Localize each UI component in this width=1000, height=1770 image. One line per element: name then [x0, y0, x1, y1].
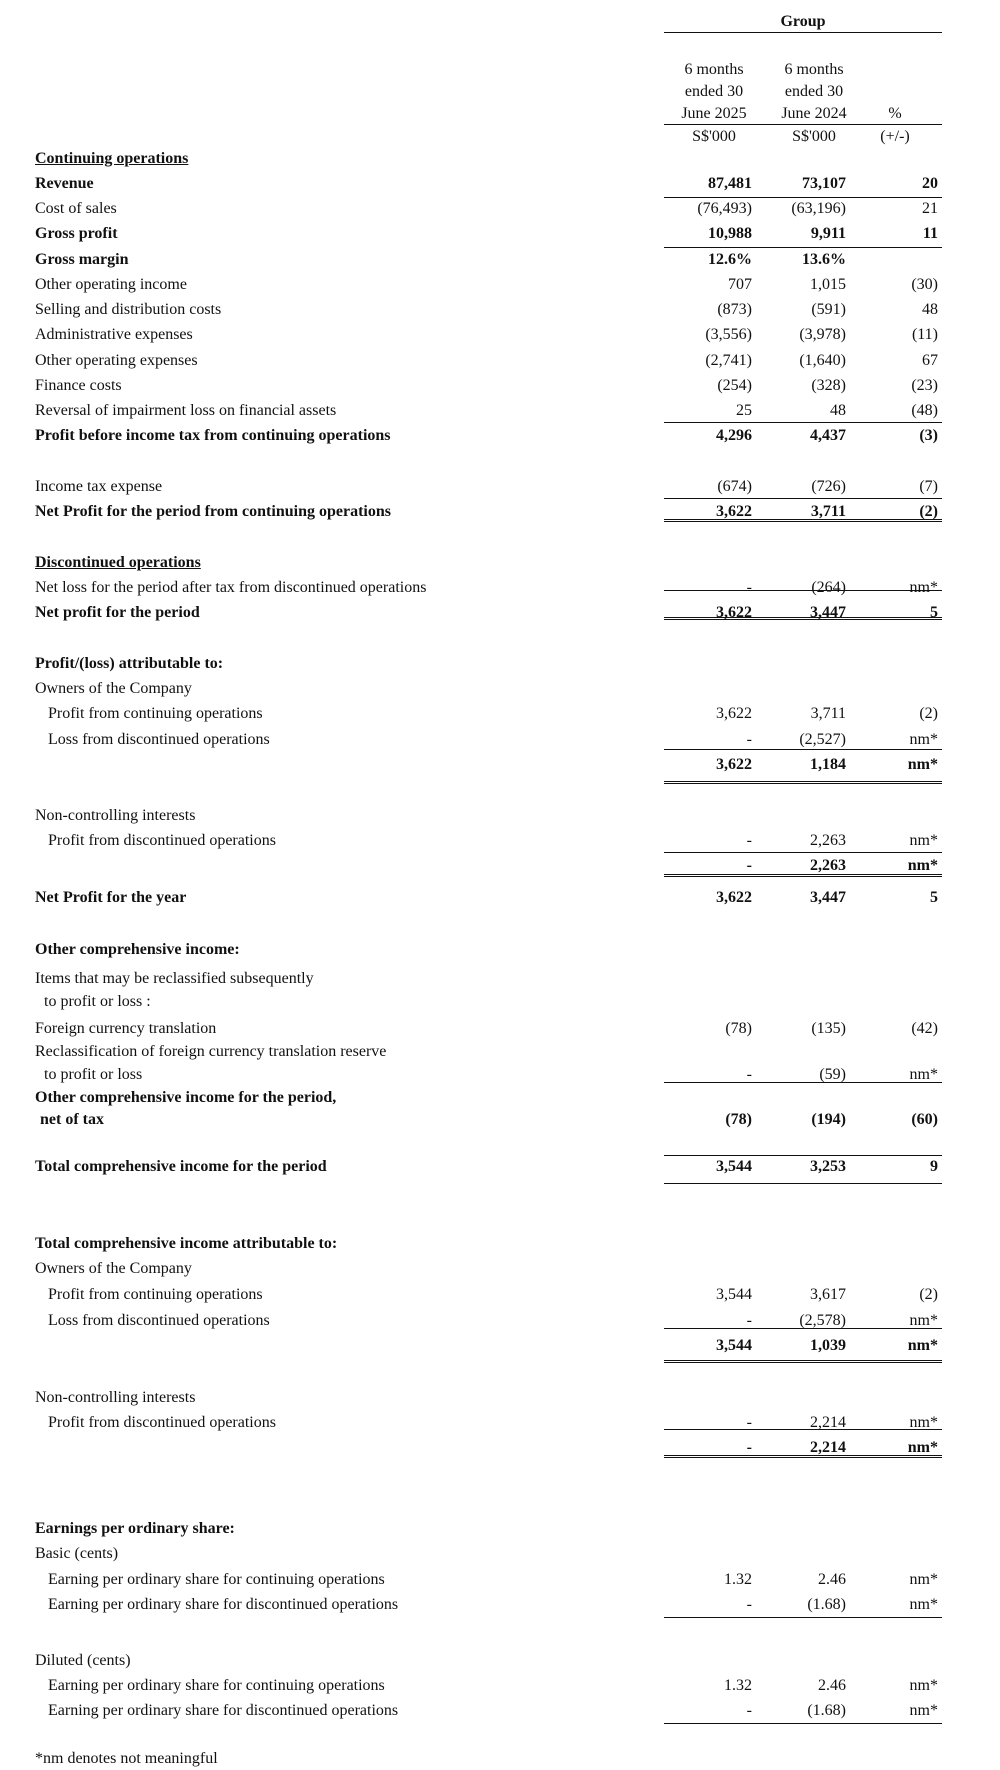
row-label: Other operating expenses: [35, 352, 198, 369]
row-label: Other operating income: [35, 276, 187, 293]
value-v3: nm*: [909, 1571, 938, 1588]
value-v3: (30): [911, 276, 938, 293]
total-rule-top: [664, 874, 942, 875]
value-v3: nm*: [909, 1066, 938, 1083]
value-v2: 2.46: [818, 1677, 846, 1694]
row-label: Other comprehensive income:: [35, 941, 240, 958]
value-v1: 3,622: [716, 705, 752, 722]
total-rule-bottom: [664, 1362, 942, 1363]
subtotal-rule: [664, 498, 942, 499]
row-label: Loss from discontinued operations: [48, 731, 270, 748]
value-v1: 4,296: [716, 427, 752, 444]
value-v3: 9: [930, 1158, 938, 1175]
value-v1: 3,622: [716, 604, 752, 621]
row-label: Reclassification of foreign currency translation reserve: [35, 1043, 387, 1060]
value-v1: (78): [725, 1111, 752, 1128]
col1-header-line1: 6 months: [684, 61, 744, 78]
total-rule-top: [664, 1155, 942, 1156]
row-label: Earning per ordinary share for continuing operations: [48, 1677, 385, 1694]
value-v2: 2,214: [810, 1414, 846, 1431]
row-label: Basic (cents): [35, 1545, 119, 1562]
value-v1: -: [746, 1312, 752, 1329]
value-v2: (1,640): [799, 352, 846, 369]
col1-header-line3: June 2025: [681, 105, 747, 122]
header-bottom-rule: [664, 124, 942, 125]
row-label: Earning per ordinary share for continuing operations: [48, 1571, 385, 1588]
value-v3: nm*: [909, 1312, 938, 1329]
value-v3: (48): [911, 402, 938, 419]
value-v2: 2,263: [810, 832, 846, 849]
value-v2: (194): [811, 1111, 846, 1128]
value-v3: 48: [922, 301, 938, 318]
row-label: Foreign currency translation: [35, 1020, 217, 1037]
value-v2: 48: [830, 402, 846, 419]
value-v2: 1,184: [810, 756, 846, 773]
col2-header-line1: 6 months: [784, 61, 844, 78]
subtotal-rule: [664, 852, 942, 853]
value-v1: -: [746, 857, 752, 874]
subtotal-rule: [664, 749, 942, 750]
row-label: Net loss for the period after tax from discontinued operations: [35, 579, 427, 596]
value-v3: 67: [922, 352, 938, 369]
subtotal-rule: [664, 590, 942, 591]
row-label: Non-controlling interests: [35, 1389, 196, 1406]
row-label: Gross profit: [35, 225, 118, 242]
value-v1: -: [746, 1702, 752, 1719]
value-v1: -: [746, 579, 752, 596]
value-v3: nm*: [909, 1414, 938, 1431]
value-v3: (60): [911, 1111, 938, 1128]
value-v1: (76,493): [697, 200, 752, 217]
value-v1: 1.32: [724, 1677, 752, 1694]
subtotal-rule: [664, 1082, 942, 1083]
value-v3: nm*: [909, 579, 938, 596]
total-rule-top: [664, 781, 942, 782]
col2-unit: S$'000: [792, 128, 836, 145]
value-v2: (726): [811, 478, 846, 495]
value-v2: (63,196): [791, 200, 846, 217]
value-v1: 12.6%: [708, 251, 752, 268]
subtotal-rule: [664, 1328, 942, 1329]
value-v2: 3,447: [810, 889, 846, 906]
row-label: Net Profit for the period from continuing operations: [35, 503, 391, 520]
row-label: Reversal of impairment loss on financial assets: [35, 402, 337, 419]
row-label: Income tax expense: [35, 478, 163, 495]
value-v2: (1.68): [807, 1596, 846, 1613]
value-v2: 2,263: [810, 857, 846, 874]
row-label: Net profit for the period: [35, 604, 200, 621]
value-v2: 73,107: [802, 175, 846, 192]
value-v1: 3,544: [716, 1158, 752, 1175]
row-label: Owners of the Company: [35, 1260, 192, 1277]
row-label: Loss from discontinued operations: [48, 1312, 270, 1329]
value-v2: 3,253: [810, 1158, 846, 1175]
value-v2: 4,437: [810, 427, 846, 444]
value-v3: (2): [919, 503, 938, 520]
value-v3: (11): [911, 326, 938, 343]
value-v2: 9,911: [810, 225, 846, 242]
value-v3: nm*: [907, 756, 938, 773]
col2-header-line2: ended 30: [784, 83, 844, 100]
value-v1: (3,556): [705, 326, 752, 343]
row-label: Administrative expenses: [35, 326, 193, 343]
value-v1: -: [746, 1596, 752, 1613]
row-label: Profit/(loss) attributable to:: [35, 655, 224, 672]
footnote: *nm denotes not meaningful: [35, 1750, 218, 1767]
value-v1: 3,622: [716, 889, 752, 906]
value-v1: 87,481: [708, 175, 752, 192]
value-v3: (2): [919, 1286, 938, 1303]
value-v3: 5: [930, 889, 938, 906]
value-v2: (3,978): [799, 326, 846, 343]
value-v2: 2,214: [810, 1439, 846, 1456]
row-label: to profit or loss: [44, 1066, 143, 1083]
value-v3: 5: [930, 604, 938, 621]
row-label: Gross margin: [35, 251, 129, 268]
row-label: Total comprehensive income for the period: [35, 1158, 327, 1175]
col2-header-line3: June 2024: [781, 105, 847, 122]
value-v2: (59): [819, 1066, 846, 1083]
value-v3: 20: [922, 175, 938, 192]
total-rule-top: [664, 1360, 942, 1361]
value-v2: 3,447: [810, 604, 846, 621]
row-label: Earnings per ordinary share:: [35, 1520, 235, 1537]
value-v2: 2.46: [818, 1571, 846, 1588]
value-v3: nm*: [909, 832, 938, 849]
total-rule-bottom: [664, 619, 942, 620]
value-v2: 13.6%: [802, 251, 846, 268]
total-rule-top: [664, 617, 942, 618]
value-v3: nm*: [907, 857, 938, 874]
value-v3: 11: [922, 225, 938, 242]
value-v3: (23): [911, 377, 938, 394]
row-label: Profit from continuing operations: [48, 1286, 263, 1303]
value-v2: (1.68): [807, 1702, 846, 1719]
value-v2: 3,711: [810, 705, 846, 722]
value-v1: 3,544: [716, 1337, 752, 1354]
row-label: Earning per ordinary share for discontinued operations: [48, 1702, 399, 1719]
row-label: Owners of the Company: [35, 680, 192, 697]
value-v3: nm*: [907, 1439, 938, 1456]
subtotal-rule: [664, 1429, 942, 1430]
value-v1: 3,622: [716, 756, 752, 773]
row-label: Earning per ordinary share for discontinued operations: [48, 1596, 399, 1613]
row-label: Selling and distribution costs: [35, 301, 222, 318]
row-label: Profit from continuing operations: [48, 705, 263, 722]
row-label: Revenue: [35, 175, 94, 192]
value-v1: 10,988: [708, 225, 752, 242]
value-v1: -: [746, 1439, 752, 1456]
value-v3: (42): [911, 1020, 938, 1037]
col1-header-line2: ended 30: [684, 83, 744, 100]
value-v3: nm*: [909, 1702, 938, 1719]
value-v1: -: [746, 731, 752, 748]
total-rule-bottom: [664, 1183, 942, 1184]
section-heading: Discontinued operations: [35, 554, 201, 571]
row-label: Profit from discontinued operations: [48, 832, 276, 849]
row-label: net of tax: [40, 1111, 104, 1128]
subtotal-rule: [664, 1723, 942, 1724]
value-v3: nm*: [907, 1337, 938, 1354]
value-v2: 3,711: [810, 503, 846, 520]
value-v2: 1,039: [810, 1337, 846, 1354]
value-v3: (3): [919, 427, 938, 444]
value-v1: 1.32: [724, 1571, 752, 1588]
value-v3: nm*: [909, 1596, 938, 1613]
total-rule-bottom: [664, 521, 942, 522]
total-rule-bottom: [664, 876, 942, 877]
value-v1: -: [746, 1066, 752, 1083]
value-v3: (7): [919, 478, 938, 495]
total-rule-top: [664, 1455, 942, 1456]
row-label: Profit from discontinued operations: [48, 1414, 276, 1431]
value-v3: nm*: [909, 731, 938, 748]
group-heading: Group: [780, 13, 826, 30]
value-v2: (2,578): [799, 1312, 846, 1329]
col3-unit: (+/-): [880, 128, 910, 145]
value-v1: (78): [725, 1020, 752, 1037]
value-v1: 25: [736, 402, 752, 419]
value-v1: (254): [717, 377, 752, 394]
value-v1: -: [746, 832, 752, 849]
row-label: Net Profit for the year: [35, 889, 187, 906]
col3-header: %: [888, 105, 902, 122]
value-v1: (2,741): [705, 352, 752, 369]
value-v1: -: [746, 1414, 752, 1431]
row-label: to profit or loss :: [44, 993, 151, 1010]
value-v3: (2): [919, 705, 938, 722]
value-v2: (2,527): [799, 731, 846, 748]
col1-unit: S$'000: [692, 128, 736, 145]
value-v2: (135): [811, 1020, 846, 1037]
value-v3: nm*: [909, 1677, 938, 1694]
row-label: Non-controlling interests: [35, 807, 196, 824]
row-label: Cost of sales: [35, 200, 117, 217]
subtotal-rule: [664, 1617, 942, 1618]
value-v2: 1,015: [810, 276, 846, 293]
value-v2: (591): [811, 301, 846, 318]
subtotal-rule: [664, 197, 942, 198]
total-rule-bottom: [664, 783, 942, 784]
group-heading-rule: [664, 32, 942, 33]
value-v1: 707: [728, 276, 752, 293]
row-label: Total comprehensive income attributable to:: [35, 1235, 338, 1252]
subtotal-rule: [664, 422, 942, 423]
value-v2: 3,617: [810, 1286, 846, 1303]
value-v3: 21: [922, 200, 938, 217]
row-label: Items that may be reclassified subsequently: [35, 970, 314, 987]
value-v1: 3,544: [716, 1286, 752, 1303]
row-label: Finance costs: [35, 377, 122, 394]
row-label: Profit before income tax from continuing operations: [35, 427, 391, 444]
row-label: Diluted (cents): [35, 1652, 131, 1669]
value-v1: 3,622: [716, 503, 752, 520]
total-rule-top: [664, 519, 942, 520]
total-rule-bottom: [664, 1457, 942, 1458]
value-v1: (674): [717, 478, 752, 495]
subtotal-rule: [664, 247, 942, 248]
value-v1: (873): [717, 301, 752, 318]
row-label: Other comprehensive income for the period,: [35, 1089, 337, 1106]
section-heading: Continuing operations: [35, 150, 189, 167]
value-v2: (328): [811, 377, 846, 394]
value-v2: (264): [811, 579, 846, 596]
